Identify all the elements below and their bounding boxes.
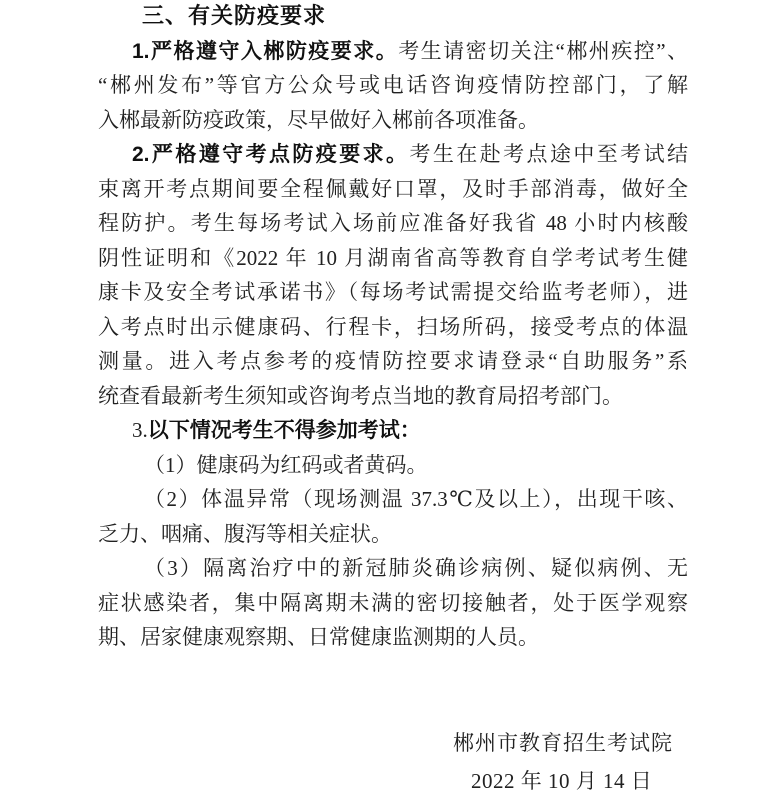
item3-line3 xyxy=(98,620,688,655)
para2-line4 xyxy=(98,241,688,276)
item3-line1-seg-0: （3）隔离治疗中的新冠肺炎确诊病例、疑似病例、无 xyxy=(144,556,688,580)
para2-line1 xyxy=(98,137,688,172)
para2-line5-seg-0: 康卡及安全考试承诺书》（每场考试需提交给监考老师），进 xyxy=(98,280,688,304)
para1-line2-seg-0: “郴州发布”等官方公众号或电话咨询疫情防控部门，了解 xyxy=(98,73,688,97)
para3-line1-seg-1: 以下情况考生不得参加考试： xyxy=(147,419,421,442)
item1-line1 xyxy=(98,448,688,483)
notice-body xyxy=(98,0,688,655)
para2-line6-seg-0: 入考点时出示健康码、行程卡，扫场所码，接受考点的体温 xyxy=(98,314,688,339)
item3-line3-seg-0: 期、居家健康观察期、日常健康监测期的人员。 xyxy=(98,625,539,649)
para2-line1-seg-1: 考生在赴考点途中至考试结 xyxy=(409,142,689,166)
item2-line2 xyxy=(98,517,688,552)
signature-organization: 郴州市教育招生考试院 xyxy=(453,731,673,755)
para1-line2 xyxy=(98,68,688,103)
para2-line3-seg-0: 程防护。考生每场考试入场前应准备好我省 48 小时内核酸 xyxy=(98,211,688,235)
section-heading-seg-0: 三、有关防疫要求 xyxy=(142,3,327,28)
para2-line1-seg-0: 2.严格遵守考点防疫要求。 xyxy=(132,143,410,166)
para2-line5 xyxy=(98,275,688,310)
para2-line8 xyxy=(98,379,688,414)
para1-line3-seg-0: 入郴最新防疫政策，尽早做好入郴前各项准备。 xyxy=(98,107,539,132)
para2-line8-seg-0: 统查看最新考生须知或咨询考点当地的教育局招考部门。 xyxy=(98,383,623,408)
signature-date: 2022 年 10 月 14 日 xyxy=(471,769,653,793)
item3-line2-seg-0: 症状感染者，集中隔离期未满的密切接触者，处于医学观察 xyxy=(98,590,688,615)
para2-line3 xyxy=(98,206,688,241)
para1-line1-seg-0: 1.严格遵守入郴防疫要求。 xyxy=(132,39,399,63)
para2-line6 xyxy=(98,310,688,345)
para3-line1-seg-0: 3. xyxy=(132,418,148,442)
item3-line1 xyxy=(98,551,688,586)
para2-line7-seg-0: 测量。进入考点参考的疫情防控要求请登录“自助服务”系 xyxy=(98,349,688,373)
item3-line2 xyxy=(98,586,688,621)
para1-line1 xyxy=(98,34,688,69)
para3-line1 xyxy=(98,413,688,448)
para2-line2 xyxy=(98,172,688,207)
para2-line7 xyxy=(98,344,688,379)
item1-line1-seg-0: （1）健康码为红码或者黄码。 xyxy=(144,452,428,477)
item2-line1-seg-0: （2）体温异常（现场测温 37.3℃及以上），出现干咳、 xyxy=(144,487,688,511)
item2-line1 xyxy=(98,482,688,517)
para2-line4-seg-0: 阴性证明和《2022 年 10 月湖南省高等教育自学考试考生健 xyxy=(98,245,688,270)
para1-line3 xyxy=(98,103,688,138)
para2-line2-seg-0: 束离开考点期间要全程佩戴好口罩，及时手部消毒，做好全 xyxy=(98,176,688,201)
item2-line2-seg-0: 乏力、咽痛、腹泻等相关症状。 xyxy=(98,521,392,546)
section-heading xyxy=(98,0,688,34)
para1-line1-seg-1: 考生请密切关注“郴州疾控”、 xyxy=(398,38,689,63)
